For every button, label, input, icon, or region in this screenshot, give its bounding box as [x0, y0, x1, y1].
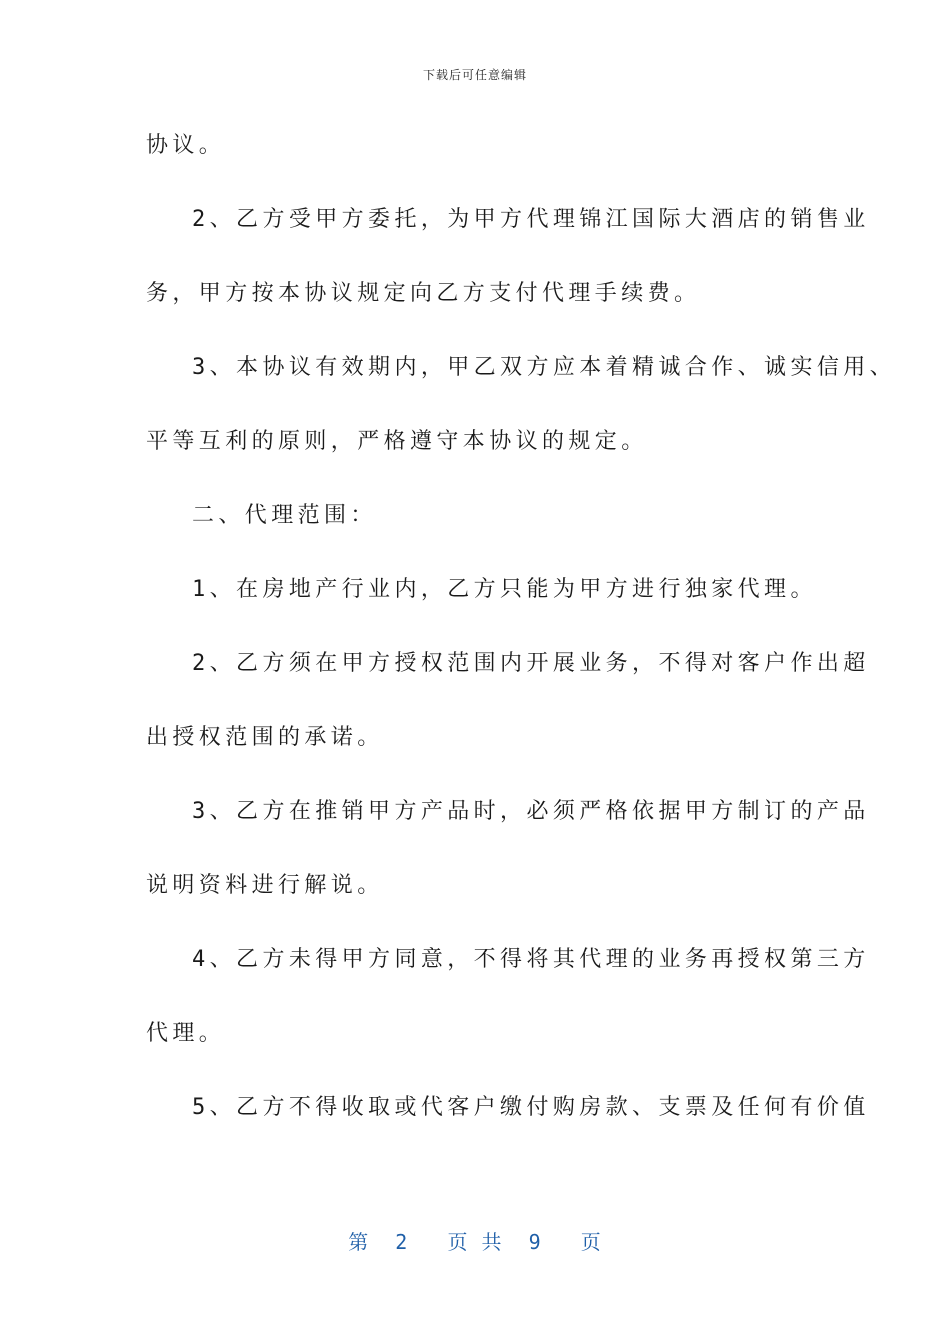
- paragraph-line: 1、在房地产行业内，乙方只能为甲方进行独家代理。: [192, 577, 817, 602]
- paragraph-line: 平等互利的原则，严格遵守本协议的规定。: [146, 429, 648, 454]
- paragraph-line: 3、本协议有效期内，甲乙双方应本着精诚合作、诚实信用、: [192, 355, 897, 380]
- paragraph-line: 3、乙方在推销甲方产品时，必须严格依据甲方制订的产品: [192, 799, 870, 824]
- paragraph-line: 2、乙方须在甲方授权范围内开展业务，不得对客户作出超: [192, 651, 870, 676]
- paragraph-line: 5、乙方不得收取或代客户缴付购房款、支票及任何有价值: [192, 1095, 870, 1120]
- paragraph-line: 4、乙方未得甲方同意，不得将其代理的业务再授权第三方: [192, 947, 870, 972]
- page-header: 下载后可任意编辑: [422, 68, 527, 82]
- paragraph-line: 出授权范围的承诺。: [146, 725, 384, 750]
- section-heading: 二、代理范围：: [192, 503, 377, 528]
- paragraph-line: 务，甲方按本协议规定向乙方支付代理手续费。: [146, 281, 701, 306]
- page-number-footer: 第 2 页 共 9 页: [348, 1230, 602, 1254]
- paragraph-line: 协议。: [146, 133, 226, 158]
- document-body: [146, 128, 897, 1164]
- paragraph-line: 2、乙方受甲方委托，为甲方代理锦江国际大酒店的销售业: [192, 207, 870, 232]
- paragraph-line: 说明资料进行解说。: [146, 873, 384, 898]
- paragraph-line: 代理。: [146, 1021, 226, 1046]
